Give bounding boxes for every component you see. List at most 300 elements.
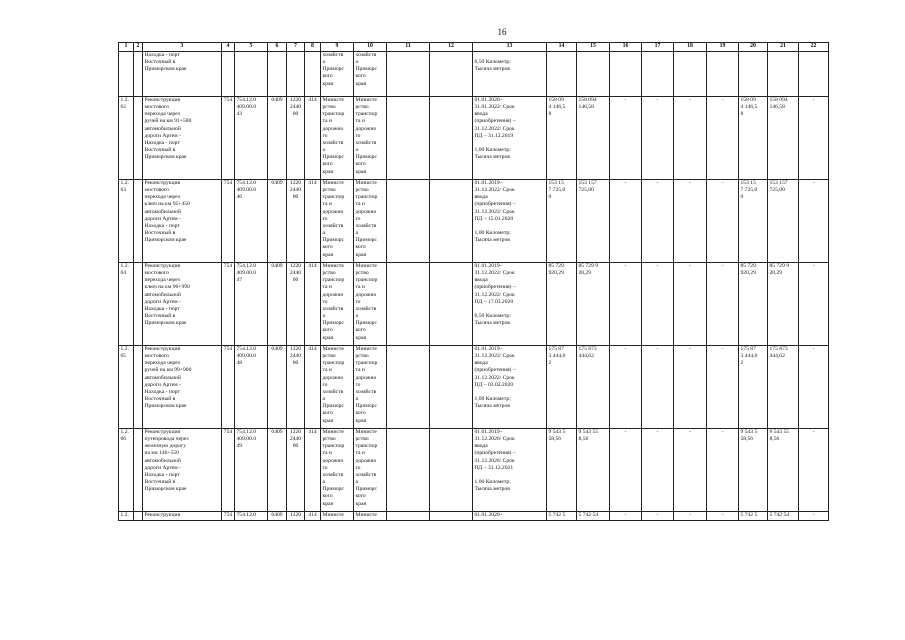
- table-cell: [547, 346, 577, 429]
- cell-text: 158 09 4 146,5 8: [548, 97, 566, 118]
- cell-text: 754.12.0 409.00.0 48: [236, 346, 257, 367]
- cell-text: Министе: [355, 512, 377, 518]
- cell-text: Реконструкция мостового перехода через ручей на км 91+580 автомобильной дороги Артем - Находка - порт Восточный в Приморском крае: [144, 97, 192, 161]
- table-row: [119, 52, 829, 97]
- header-cell: 15: [577, 43, 610, 52]
- header-cell: 12: [430, 43, 473, 52]
- cell-text: 01.01.2020–: [474, 512, 503, 518]
- table-cell: [577, 263, 610, 346]
- cell-text: Министе рство транспор та и дорожно го хозяйств а Приморс кого края: [355, 346, 378, 424]
- table-cell: [610, 52, 642, 97]
- header-cell: 9: [321, 43, 354, 52]
- table-cell: [768, 263, 799, 346]
- table-cell: [707, 263, 739, 346]
- table-cell: [577, 429, 610, 512]
- table-cell: [430, 429, 473, 512]
- table-cell: [739, 512, 768, 521]
- table-cell: [642, 263, 674, 346]
- header-cell: 2: [134, 43, 143, 52]
- cell-text: 175 87 3 444,6 2: [740, 346, 758, 367]
- table-body: [119, 52, 829, 521]
- cell-text: -: [624, 263, 627, 269]
- table-cell: [768, 97, 799, 180]
- table-cell: [674, 97, 707, 180]
- cell-text: 0,50 Километр; Тысяча метров: [474, 59, 511, 73]
- cell-text: 85 729 920,29: [740, 263, 756, 277]
- table-cell: [577, 180, 610, 263]
- table-cell: [547, 180, 577, 263]
- table-cell: [430, 346, 473, 429]
- table-cell: [642, 52, 674, 97]
- table-cell: [305, 346, 321, 429]
- header-cell: 20: [739, 43, 768, 52]
- table-cell: [287, 97, 305, 180]
- cell-text: 414: [308, 263, 317, 269]
- table-cell: [354, 512, 387, 521]
- cell-text: 01.01.2020– 31.01.2022/ Срок ввода (приобретения) – 31.12.2022/ Срок ПД – 31.12.2019 1,00 Километр; Тысяча метров: [474, 97, 516, 161]
- cell-text: -: [624, 429, 627, 435]
- table-cell: [577, 512, 610, 521]
- cell-text: 754: [223, 429, 233, 435]
- cell-text: -: [624, 180, 627, 186]
- table-cell: [674, 512, 707, 521]
- table-cell: [222, 263, 235, 346]
- table-cell: [642, 180, 674, 263]
- cell-text: 1.2.: [120, 512, 129, 518]
- cell-text: -: [656, 180, 659, 186]
- cell-text: 9 543 5 58,56: [548, 429, 566, 443]
- table-cell: [610, 346, 642, 429]
- cell-text: 754.12.0 409.00.0 46: [236, 180, 257, 201]
- cell-text: 5 742 5: [548, 512, 566, 518]
- table-cell: [387, 346, 430, 429]
- table-cell: [119, 263, 134, 346]
- cell-text: 5 742 5: [740, 512, 758, 518]
- cell-text: 754.12.0 409.00.0 43: [236, 97, 257, 118]
- cell-text: -: [689, 97, 691, 103]
- table-cell: [305, 180, 321, 263]
- table-cell: [119, 429, 134, 512]
- page-number: 16: [497, 27, 507, 37]
- table-cell: [799, 429, 829, 512]
- cell-text: 0409: [271, 512, 283, 518]
- cell-text: 414: [308, 180, 317, 186]
- table-cell: [119, 180, 134, 263]
- cell-text: 754: [223, 180, 233, 186]
- header-cell: 17: [642, 43, 674, 52]
- cell-text: 754: [223, 512, 233, 518]
- table-cell: [287, 512, 305, 521]
- cell-text: Реконструкция: [144, 512, 181, 518]
- cell-text: 175 87 3 444,6 2: [548, 346, 566, 367]
- table-cell: [268, 263, 287, 346]
- table-cell: [143, 512, 222, 521]
- cell-text: 754.12.0 409.00.0 47: [236, 263, 257, 284]
- cell-text: Министе: [322, 512, 344, 518]
- table-cell: [547, 512, 577, 521]
- table-cell: [354, 346, 387, 429]
- cell-text: Министе рство транспор та и дорожно го хозяйств а Приморс кого края: [355, 97, 378, 175]
- cell-text: 5 742 54: [578, 512, 599, 518]
- table-cell: [268, 512, 287, 521]
- table-cell: [321, 180, 354, 263]
- cell-text: 85 729 9 20,29: [769, 263, 790, 277]
- table-cell: [799, 263, 829, 346]
- cell-text: 0409: [271, 180, 283, 186]
- cell-text: -: [721, 180, 724, 186]
- cell-text: 85 729 920,29: [548, 263, 564, 277]
- table-cell: [235, 263, 268, 346]
- table-cell: [387, 180, 430, 263]
- cell-text: 1.2. 62: [120, 97, 129, 111]
- table-cell: [134, 346, 143, 429]
- table-cell: [610, 429, 642, 512]
- table-cell: [134, 180, 143, 263]
- table-cell: [235, 52, 268, 97]
- cell-text: 175 873 444,62: [769, 346, 788, 360]
- header-cell: 5: [235, 43, 268, 52]
- table-cell: [739, 429, 768, 512]
- cell-text: Министе рство транспор та и дорожно го хозяйств а Приморс кого края: [322, 180, 345, 258]
- cell-text: 754: [223, 97, 233, 103]
- table-cell: [321, 263, 354, 346]
- header-cell: 19: [707, 43, 739, 52]
- cell-text: 414: [308, 512, 317, 518]
- table-row: [119, 346, 829, 429]
- table-cell: [547, 97, 577, 180]
- table-cell: [610, 180, 642, 263]
- cell-text: 85 729 9 20,29: [578, 263, 599, 277]
- cell-text: 1220: [289, 512, 302, 518]
- table-cell: [430, 97, 473, 180]
- table-cell: [430, 180, 473, 263]
- table-cell: [305, 97, 321, 180]
- header-cell: 6: [268, 43, 287, 52]
- cell-text: 01.01.2019– 31.12.2026/ Срок ввода (приобретения) – 31.12.2026/ Срок ПД – 31.12.2021 1,00 Километр; Тысяча метров: [474, 429, 516, 493]
- table-cell: [674, 346, 707, 429]
- header-row: [119, 43, 829, 52]
- table-row: [119, 429, 829, 512]
- table-cell: [143, 429, 222, 512]
- table-cell: [222, 180, 235, 263]
- table-cell: [430, 263, 473, 346]
- cell-text: хозяйств а Приморс кого края: [355, 52, 377, 87]
- cell-text: 414: [308, 429, 317, 435]
- cell-text: 158 094 146,58: [578, 97, 597, 111]
- cell-text: -: [624, 512, 627, 518]
- table-cell: [354, 180, 387, 263]
- cell-text: -: [656, 263, 659, 269]
- header-cell: 13: [473, 43, 547, 52]
- table-cell: [577, 52, 610, 97]
- cell-text: 153 157 725,00: [769, 180, 788, 194]
- table-cell: [674, 429, 707, 512]
- table-cell: [134, 263, 143, 346]
- budget-table: [118, 42, 829, 521]
- cell-text: 153 15 7 725,0 0: [740, 180, 758, 201]
- cell-text: 5 742 54: [769, 512, 790, 518]
- table-cell: [799, 346, 829, 429]
- table-cell: [235, 512, 268, 521]
- table-cell: [674, 263, 707, 346]
- table-cell: [642, 97, 674, 180]
- table-cell: [739, 263, 768, 346]
- cell-text: -: [812, 263, 815, 269]
- table-cell: [473, 346, 547, 429]
- table-cell: [610, 512, 642, 521]
- cell-text: Министе рство транспор та и дорожно го хозяйств а Приморс кого края: [355, 429, 378, 507]
- table-cell: [473, 52, 547, 97]
- table-cell: [134, 429, 143, 512]
- header-cell: 22: [799, 43, 829, 52]
- table-cell: [739, 52, 768, 97]
- cell-text: Министе рство транспор та и дорожно го хозяйств а Приморс кого края: [322, 429, 345, 507]
- table-cell: [473, 97, 547, 180]
- table-cell: [799, 180, 829, 263]
- cell-text: -: [721, 97, 724, 103]
- cell-text: 158 094 146,58: [769, 97, 788, 111]
- cell-text: 1.2. 66: [120, 429, 129, 443]
- cell-text: -: [721, 429, 724, 435]
- table-cell: [305, 52, 321, 97]
- header-cell: 21: [768, 43, 799, 52]
- table-cell: [287, 429, 305, 512]
- cell-text: 1220 2440 00: [289, 429, 302, 450]
- cell-text: Министе рство транспор та и дорожно го хозяйств а Приморс кого края: [322, 263, 345, 341]
- cell-text: 175 873 444,62: [578, 346, 597, 360]
- table-cell: [577, 97, 610, 180]
- table-cell: [143, 97, 222, 180]
- table-cell: [354, 263, 387, 346]
- cell-text: -: [721, 263, 724, 269]
- table-cell: [768, 429, 799, 512]
- cell-text: -: [689, 512, 691, 518]
- table-cell: [143, 52, 222, 97]
- table-cell: [799, 512, 829, 521]
- table-cell: [119, 512, 134, 521]
- table-cell: [577, 346, 610, 429]
- cell-text: Находка - порт Восточный в Приморском крае: [144, 52, 187, 73]
- header-cell: 18: [674, 43, 707, 52]
- cell-text: 414: [308, 97, 317, 103]
- cell-text: -: [689, 180, 691, 186]
- cell-text: Министе рство транспор та и дорожно го хозяйств а Приморс кого края: [355, 263, 378, 341]
- cell-text: 1220 2440 00: [289, 180, 302, 201]
- header-cell: 14: [547, 43, 577, 52]
- table-cell: [547, 52, 577, 97]
- table-cell: [674, 52, 707, 97]
- cell-text: -: [656, 512, 659, 518]
- cell-text: 01.01.2019– 31.12.2022/ Срок ввода (приобретения) – 31.12.2022/ Срок ПД – 03.02.2020 1,00 Километр; Тысяча метров: [474, 346, 516, 410]
- table-cell: [134, 52, 143, 97]
- table-cell: [739, 180, 768, 263]
- table-cell: [268, 346, 287, 429]
- table-cell: [143, 263, 222, 346]
- table-cell: [799, 97, 829, 180]
- table-cell: [222, 429, 235, 512]
- table-cell: [143, 346, 222, 429]
- header-cell: 16: [610, 43, 642, 52]
- table-cell: [321, 97, 354, 180]
- table-cell: [268, 180, 287, 263]
- table-cell: [143, 180, 222, 263]
- cell-text: 158 09 4 146,5 8: [740, 97, 758, 118]
- table-cell: [707, 180, 739, 263]
- table-cell: [287, 346, 305, 429]
- cell-text: -: [812, 512, 815, 518]
- table-cell: [473, 512, 547, 521]
- table-cell: [707, 97, 739, 180]
- cell-text: 0409: [271, 346, 283, 352]
- header-cell: 11: [387, 43, 430, 52]
- cell-text: 754: [223, 346, 233, 352]
- table-cell: [321, 52, 354, 97]
- table-cell: [473, 429, 547, 512]
- table-cell: [305, 512, 321, 521]
- table-cell: [387, 263, 430, 346]
- header-cell: 1: [119, 43, 134, 52]
- table-cell: [547, 429, 577, 512]
- table-cell: [768, 346, 799, 429]
- table-cell: [235, 97, 268, 180]
- cell-text: 01.01.2019– 31.12.2022/ Срок ввода (приобретения) – 31.12.2022/ Срок ПД – 17.03.2020 0,50 Километр; Тысяча метров: [474, 263, 516, 327]
- cell-text: 01.01.2019– 31.12.2022/ Срок ввода (приобретения) – 31.12.2022/ Срок ПД – 15.01.2020 1,00 Километр; Тысяча метров: [474, 180, 516, 244]
- cell-text: Реконструкция мостового перехода через ручей на км 99+900 автомобильной дороги Артем - Находка - порт Восточный в Приморском крае: [144, 346, 192, 410]
- cell-text: Реконструкция мостового перехода через ключ на км 96+990 автомобильной дороги Артем - Находка - порт Восточный в Приморском крае: [144, 263, 190, 327]
- cell-text: -: [812, 346, 815, 352]
- cell-text: -: [689, 346, 691, 352]
- header-cell: 4: [222, 43, 235, 52]
- table-cell: [305, 429, 321, 512]
- table-cell: [707, 512, 739, 521]
- table-row: [119, 180, 829, 263]
- table-cell: [321, 512, 354, 521]
- cell-text: 1220 2440 00: [289, 263, 302, 284]
- cell-text: -: [689, 429, 691, 435]
- table-cell: [305, 263, 321, 346]
- cell-text: 1220 2440 00: [289, 97, 302, 118]
- table-cell: [119, 346, 134, 429]
- cell-text: -: [656, 429, 659, 435]
- cell-text: 414: [308, 346, 317, 352]
- table-cell: [134, 97, 143, 180]
- cell-text: 1220 2440 00: [289, 346, 302, 367]
- header-cell: 8: [305, 43, 321, 52]
- table-cell: [642, 429, 674, 512]
- cell-text: 754.12.0 409.00.0 49: [236, 429, 257, 450]
- header-cell: 10: [354, 43, 387, 52]
- cell-text: Реконструкция мостового перехода через ключ на км 95+450 автомобильной дороги Артем - Находка - порт Восточный в Приморском крае: [144, 180, 190, 244]
- cell-text: 153 157 725,00: [578, 180, 597, 194]
- table-cell: [134, 512, 143, 521]
- table-cell: [235, 346, 268, 429]
- table-cell: [222, 512, 235, 521]
- cell-text: -: [812, 97, 815, 103]
- table-cell: [222, 97, 235, 180]
- cell-text: -: [656, 346, 659, 352]
- table-cell: [739, 97, 768, 180]
- cell-text: Министе рство транспор та и дорожно го хозяйств а Приморс кого края: [322, 97, 345, 175]
- table-cell: [642, 512, 674, 521]
- table-cell: [222, 346, 235, 429]
- table-row: [119, 512, 829, 521]
- table-cell: [387, 512, 430, 521]
- table-cell: [707, 346, 739, 429]
- cell-text: 1.2. 63: [120, 180, 129, 194]
- table-cell: [321, 346, 354, 429]
- table-cell: [739, 346, 768, 429]
- table-cell: [354, 97, 387, 180]
- cell-text: Министе рство транспор та и дорожно го хозяйств а Приморс кого края: [322, 346, 345, 424]
- table-cell: [642, 346, 674, 429]
- table-cell: [610, 97, 642, 180]
- table-cell: [430, 52, 473, 97]
- table-cell: [387, 97, 430, 180]
- cell-text: хозяйств а Приморс кого края: [322, 52, 344, 87]
- table-cell: [235, 429, 268, 512]
- cell-text: -: [812, 180, 815, 186]
- table-cell: [287, 52, 305, 97]
- table-cell: [387, 429, 430, 512]
- cell-text: Реконструкция путепровода через железную дорогу на км 146+550 автомобильной дороги Артем - Находка - порт Восточный в Приморском крае: [144, 429, 189, 493]
- cell-text: -: [689, 263, 691, 269]
- cell-text: -: [656, 97, 659, 103]
- table-row: [119, 263, 829, 346]
- cell-text: 9 543 5 58,56: [740, 429, 758, 443]
- cell-text: 9 543 55 8,56: [578, 429, 599, 443]
- header-cell: 3: [143, 43, 222, 52]
- table-cell: [268, 97, 287, 180]
- table-cell: [430, 512, 473, 521]
- cell-text: 9 543 55 8,56: [769, 429, 790, 443]
- table-cell: [287, 263, 305, 346]
- table-cell: [222, 52, 235, 97]
- table-cell: [610, 263, 642, 346]
- table-cell: [268, 52, 287, 97]
- table-cell: [119, 52, 134, 97]
- cell-text: -: [721, 512, 724, 518]
- table-cell: [321, 429, 354, 512]
- cell-text: 1.2. 65: [120, 346, 129, 360]
- table-cell: [287, 180, 305, 263]
- cell-text: 0409: [271, 429, 283, 435]
- table-cell: [354, 52, 387, 97]
- cell-text: 153 15 7 725,0 0: [548, 180, 566, 201]
- cell-text: Министе рство транспор та и дорожно го хозяйств а Приморс кого края: [355, 180, 378, 258]
- cell-text: 0409: [271, 97, 283, 103]
- cell-text: -: [624, 97, 627, 103]
- cell-text: -: [624, 346, 627, 352]
- table-cell: [799, 52, 829, 97]
- cell-text: 0409: [271, 263, 283, 269]
- table-cell: [674, 180, 707, 263]
- table-cell: [768, 180, 799, 263]
- header-cell: 7: [287, 43, 305, 52]
- cell-text: -: [721, 346, 724, 352]
- table-cell: [707, 52, 739, 97]
- table-row: [119, 97, 829, 180]
- table-cell: [268, 429, 287, 512]
- table-cell: [707, 429, 739, 512]
- table-cell: [473, 263, 547, 346]
- table-cell: [768, 52, 799, 97]
- cell-text: -: [812, 429, 815, 435]
- table-cell: [235, 180, 268, 263]
- cell-text: 1.2. 64: [120, 263, 129, 277]
- cell-text: 754.12.0: [236, 512, 257, 518]
- table-cell: [768, 512, 799, 521]
- table-cell: [119, 97, 134, 180]
